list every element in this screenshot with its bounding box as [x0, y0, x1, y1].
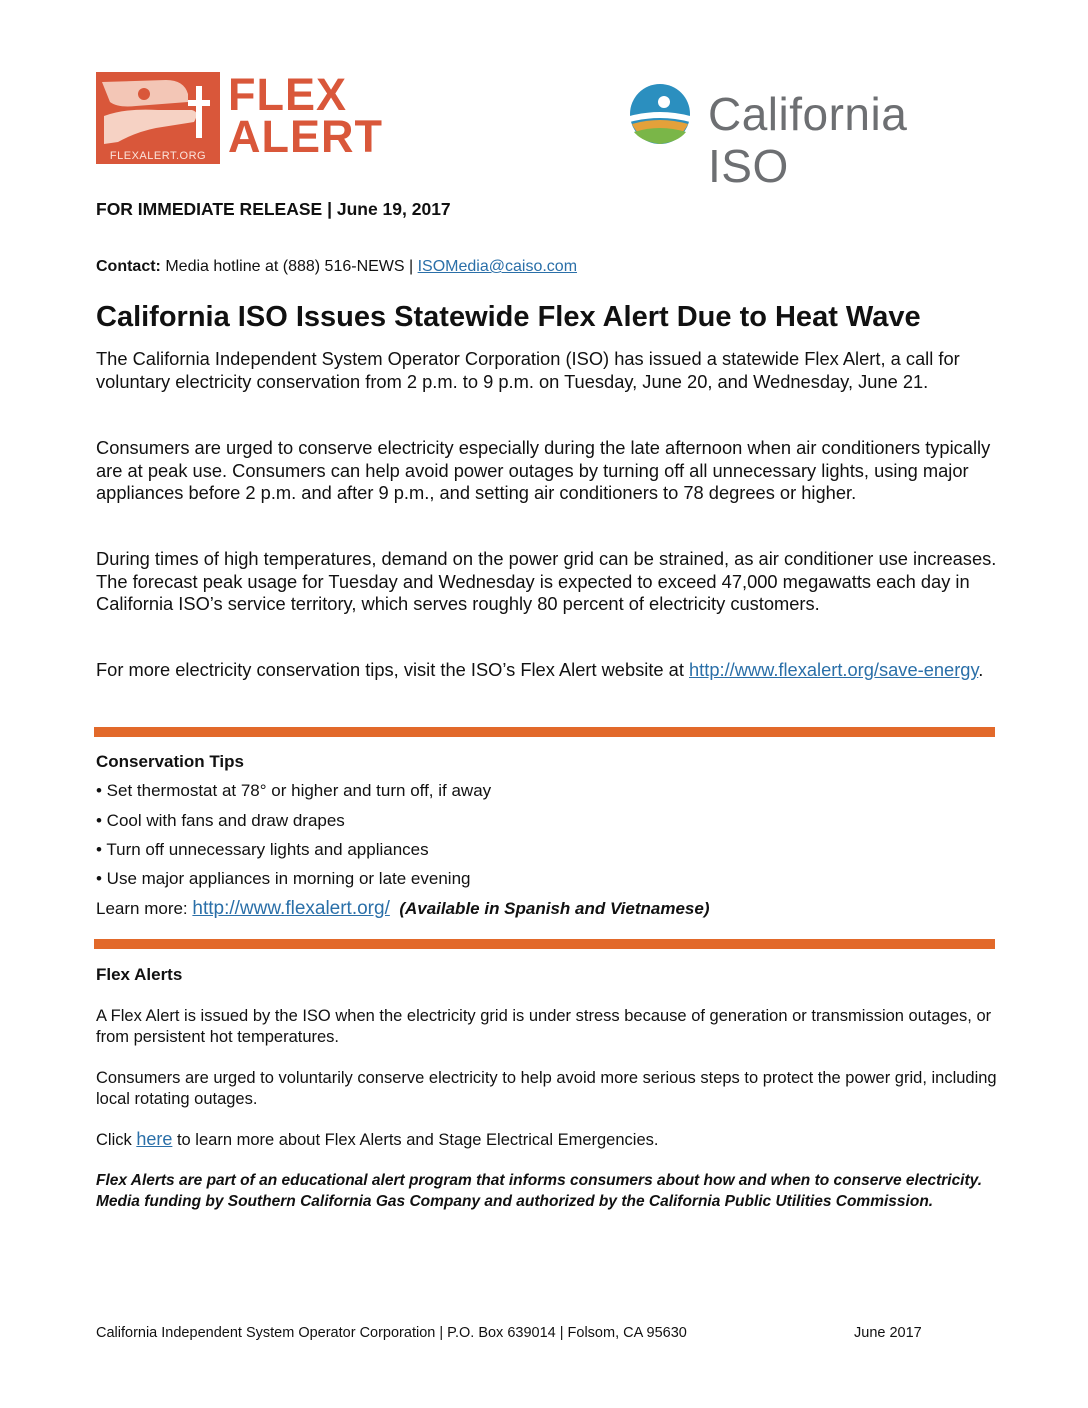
flex-alerts-title: Flex Alerts — [96, 965, 183, 984]
click-prefix: Click — [96, 1131, 137, 1149]
paragraph-4-end: . — [978, 659, 984, 680]
headline: California ISO Issues Statewide Flex Alert Due to Heat Wave — [96, 301, 921, 333]
contact-email-link[interactable]: ISOMedia@caiso.com — [417, 258, 578, 275]
here-link[interactable]: here — [136, 1129, 173, 1149]
section-divider-2 — [94, 939, 995, 949]
tip-item: • Use major appliances in morning or late evening — [96, 869, 471, 888]
contact-label: Contact: — [96, 258, 161, 275]
flex-alert-wordmark — [228, 69, 383, 162]
language-note: (Available in Spanish and Vietnamese) — [399, 899, 710, 918]
footer-org: California Independent System Operator Corporation | P.O. Box 639014 | Folsom, CA 95630 — [96, 1325, 687, 1341]
footer-date: June 2017 — [854, 1325, 922, 1341]
iso-sun-globe-icon — [628, 82, 692, 146]
save-energy-link[interactable]: http://www.flexalert.org/save-energy — [689, 659, 979, 680]
paragraph-4 — [96, 659, 1006, 682]
iso-wordmark: California ISO — [708, 88, 908, 192]
section-divider-1 — [94, 727, 995, 737]
paragraph-1: The California Independent System Operator Corporation (ISO) has issued a statewide Flex Alert, a call for voluntary electricity conservation from 2 p.m. to 9 p.m. on Tuesday, June 20, and Wednesday, June 21. — [96, 348, 960, 392]
flex-alerts-paragraph-2: Consumers are urged to voluntarily conserve electricity to help avoid more serious steps to protect the power grid, including local rotating outages. — [96, 1069, 997, 1108]
flex-alert-logo — [96, 69, 386, 164]
paragraph-2: Consumers are urged to conserve electricity especially during the late afternoon when air conditioners typically are at peak use. Consumers can help avoid power outages by turning off all unnecessary lights, using major appliances before 2 p.m. and after 9 p.m., and setting air conditioners to 78 degrees or higher. — [96, 437, 991, 503]
flex-alert-word-1: FLEX — [228, 69, 348, 120]
learn-more-line — [96, 898, 710, 920]
flex-alert-logo-mark — [96, 72, 220, 164]
paragraph-4-text: For more electricity conservation tips, visit the ISO’s Flex Alert website at — [96, 659, 689, 680]
flex-alerts-paragraph-1: A Flex Alert is issued by the ISO when the electricity grid is under stress because of generation or transmission outages, or from persistent hot temperatures. — [96, 1007, 992, 1046]
tip-item: • Set thermostat at 78° or higher and turn off, if away — [96, 781, 492, 800]
click-suffix: to learn more about Flex Alerts and Stage Electrical Emergencies. — [172, 1131, 659, 1149]
program-note: Flex Alerts are part of an educational alert program that informs consumers about how and when to conserve electricity. Media funding by Southern California Gas Company and authorized by the California Public Utilities Commission. — [96, 1172, 983, 1210]
flex-alert-word-2: ALERT — [228, 111, 383, 162]
click-here-line — [96, 1129, 1006, 1151]
flex-alert-url: FLEXALERT.ORG — [109, 150, 207, 162]
contact-text: Media hotline at (888) 516-NEWS | — [160, 258, 418, 275]
conservation-tips-title: Conservation Tips — [96, 752, 244, 771]
tip-item: • Cool with fans and draw drapes — [96, 811, 345, 830]
contact-line — [96, 258, 577, 276]
flexalert-link[interactable]: http://www.flexalert.org/ — [192, 898, 390, 919]
tip-item: • Turn off unnecessary lights and appliances — [96, 840, 429, 859]
release-line: FOR IMMEDIATE RELEASE | June 19, 2017 — [96, 199, 451, 219]
california-iso-logo — [628, 82, 988, 192]
learn-more-label: Learn more: — [96, 899, 193, 918]
paragraph-3: During times of high temperatures, demand on the power grid can be strained, as air conditioner use increases. The forecast peak usage for Tuesday and Wednesday is expected to exceed 47,000 megawatts each day in California ISO’s service territory, which serves roughly 80 percent of electricity customers. — [96, 548, 997, 614]
plug-hand-icon — [96, 72, 220, 150]
